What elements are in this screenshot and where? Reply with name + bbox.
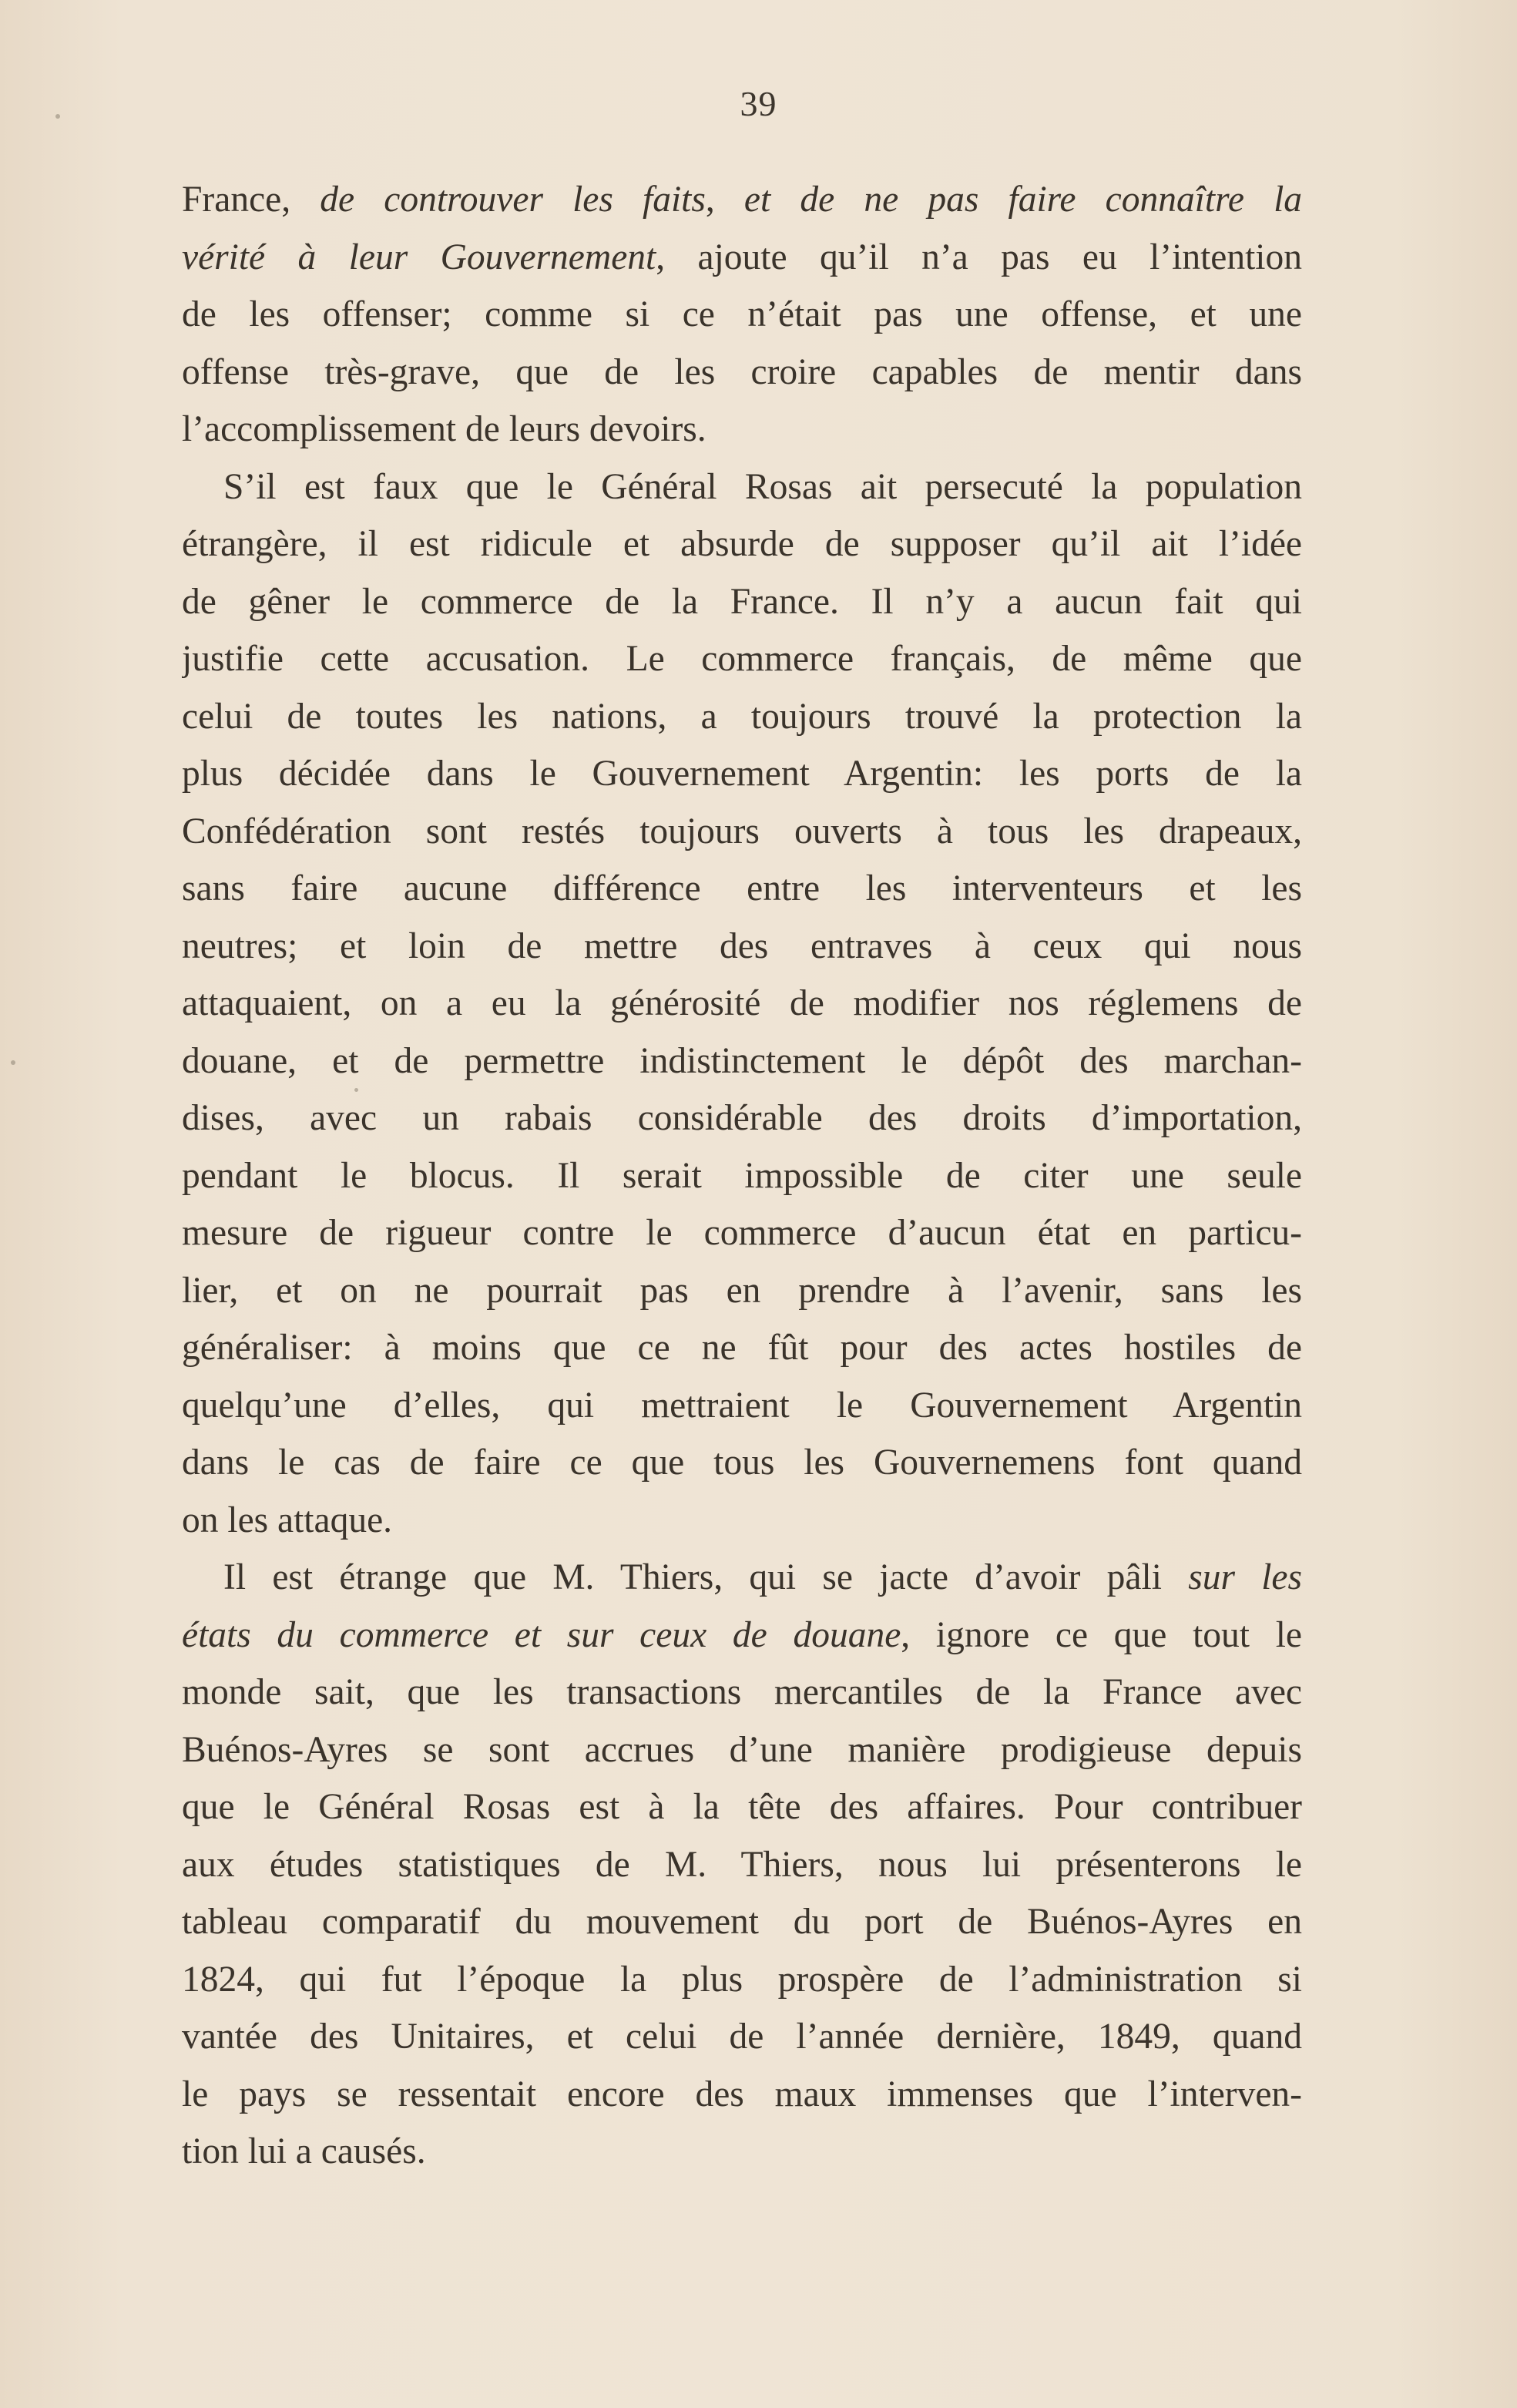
text-line <box>182 1549 1302 1607</box>
page-number: 39 <box>740 84 777 123</box>
text-segment: lier, et on ne pourrait pas en prendre à l’avenir, sans les <box>182 1270 1302 1311</box>
text-line <box>182 344 1302 401</box>
text-line <box>182 1951 1302 2009</box>
text-line <box>182 1033 1302 1090</box>
text-segment: que le Général Rosas est à la tête des affaires. Pour contribuer <box>182 1787 1302 1827</box>
text-line <box>182 688 1302 746</box>
text-segment: étrangère, il est ridicule et absurde de supposer qu’il ait l’idée <box>182 524 1302 564</box>
text-line <box>182 1319 1302 1377</box>
italic-text-segment: et de ne pas faire connaître la <box>743 180 1302 220</box>
text-line <box>182 1778 1302 1836</box>
text-segment: sans faire aucune différence entre les interventeurs et les <box>182 868 1302 908</box>
text-segment: 1824, qui fut l’époque la plus prospère de l’administration si <box>182 1959 1302 2000</box>
text-segment: de les offenser; comme si ce n’était pas une offense, et une <box>182 294 1302 334</box>
italic-text-segment: de controuver les faits <box>320 180 706 220</box>
text-segment: , <box>705 180 744 220</box>
text-line <box>182 975 1302 1033</box>
text-segment: douane, et de permettre indistinctement le dépôt des marchan- <box>182 1040 1302 1081</box>
text-line <box>182 2008 1302 2066</box>
text-line <box>182 1262 1302 1320</box>
text-segment: dans le cas de faire ce que tous les Gouvernemens font quand <box>182 1442 1302 1483</box>
text-segment: de gêner le commerce de la France. Il n’y a aucun fait qui <box>182 581 1302 622</box>
text-segment: dises, avec un rabais considérable des droits d’importation, <box>182 1098 1302 1138</box>
italic-text-segment: états du commerce et sur ceux de douane <box>182 1614 901 1655</box>
text-line <box>182 1147 1302 1205</box>
text-line <box>182 1204 1302 1262</box>
text-line <box>182 1090 1302 1147</box>
text-line <box>182 1836 1302 1894</box>
text-segment: quelqu’une d’elles, qui mettraient le Gouvernement Argentin <box>182 1385 1302 1426</box>
text-line <box>182 2123 1302 2181</box>
paper-speck <box>354 1088 358 1092</box>
text-segment: Il est étrange que M. Thiers, qui se jacte d’avoir pâli <box>223 1557 1189 1597</box>
text-line <box>182 745 1302 803</box>
text-segment: tion lui a causés. <box>182 2131 426 2171</box>
text-line <box>182 1492 1302 1550</box>
text-line <box>182 918 1302 976</box>
text-line <box>182 458 1302 516</box>
text-segment: Confédération sont restés toujours ouverts à tous les drapeaux, <box>182 811 1302 851</box>
text-line <box>182 171 1302 229</box>
text-segment: , ignore ce que tout le <box>901 1614 1302 1655</box>
text-segment: vantée des Unitaires, et celui de l’année dernière, 1849, quand <box>182 2017 1302 2057</box>
text-line <box>182 1607 1302 1664</box>
text-line <box>182 1434 1302 1492</box>
text-segment: tableau comparatif du mouvement du port de Buénos-Ayres en <box>182 1902 1302 1942</box>
text-line <box>182 516 1302 573</box>
text-line <box>182 803 1302 861</box>
italic-text-segment: sur les <box>1188 1557 1302 1597</box>
text-segment: neutres; et loin de mettre des entraves à ceux qui nous <box>182 925 1302 966</box>
text-segment: monde sait, que les transactions mercantiles de la France avec <box>182 1672 1302 1712</box>
text-segment: justifie cette accusation. Le commerce français, de même que <box>182 639 1302 679</box>
text-segment: on les attaque. <box>182 1500 393 1540</box>
text-line <box>182 2066 1302 2124</box>
text-segment: S’il est faux que le Général Rosas ait persecuté la population <box>223 466 1302 507</box>
text-segment: mesure de rigueur contre le commerce d’aucun état en particu- <box>182 1213 1302 1253</box>
text-line <box>182 286 1302 344</box>
text-segment: aux études statistiques de M. Thiers, nous lui présenterons le <box>182 1844 1302 1885</box>
text-line <box>182 229 1302 287</box>
paper-speck <box>11 1060 15 1065</box>
text-line <box>182 1721 1302 1779</box>
text-segment: généraliser: à moins que ce ne fût pour des actes hostiles de <box>182 1328 1302 1368</box>
italic-text-segment: vérité à leur Gouvernement <box>182 237 656 277</box>
text-segment: France, <box>182 180 321 220</box>
text-segment: pendant le blocus. Il serait impossible de citer une seule <box>182 1155 1302 1196</box>
text-segment: le pays se ressentait encore des maux immenses que l’interven- <box>182 2074 1302 2114</box>
text-line <box>182 573 1302 631</box>
text-segment: l’accomplissement de leurs devoirs. <box>182 409 706 449</box>
text-line <box>182 860 1302 918</box>
paper-speck <box>55 114 60 119</box>
text-segment: attaquaient, on a eu la générosité de modifier nos réglemens de <box>182 983 1302 1023</box>
text-line <box>182 1664 1302 1721</box>
text-line <box>182 1893 1302 1951</box>
text-segment: offense très-grave, que de les croire capables de mentir dans <box>182 351 1302 392</box>
body-text <box>182 171 1302 2181</box>
text-segment: , ajoute qu’il n’a pas eu l’intention <box>656 237 1302 277</box>
text-line <box>182 401 1302 458</box>
text-line <box>182 630 1302 688</box>
text-segment: Buénos-Ayres se sont accrues d’une manière prodigieuse depuis <box>182 1729 1302 1770</box>
text-segment: celui de toutes les nations, a toujours trouvé la protection la <box>182 696 1302 737</box>
text-line <box>182 1377 1302 1435</box>
text-segment: plus décidée dans le Gouvernement Argentin: les ports de la <box>182 754 1302 794</box>
